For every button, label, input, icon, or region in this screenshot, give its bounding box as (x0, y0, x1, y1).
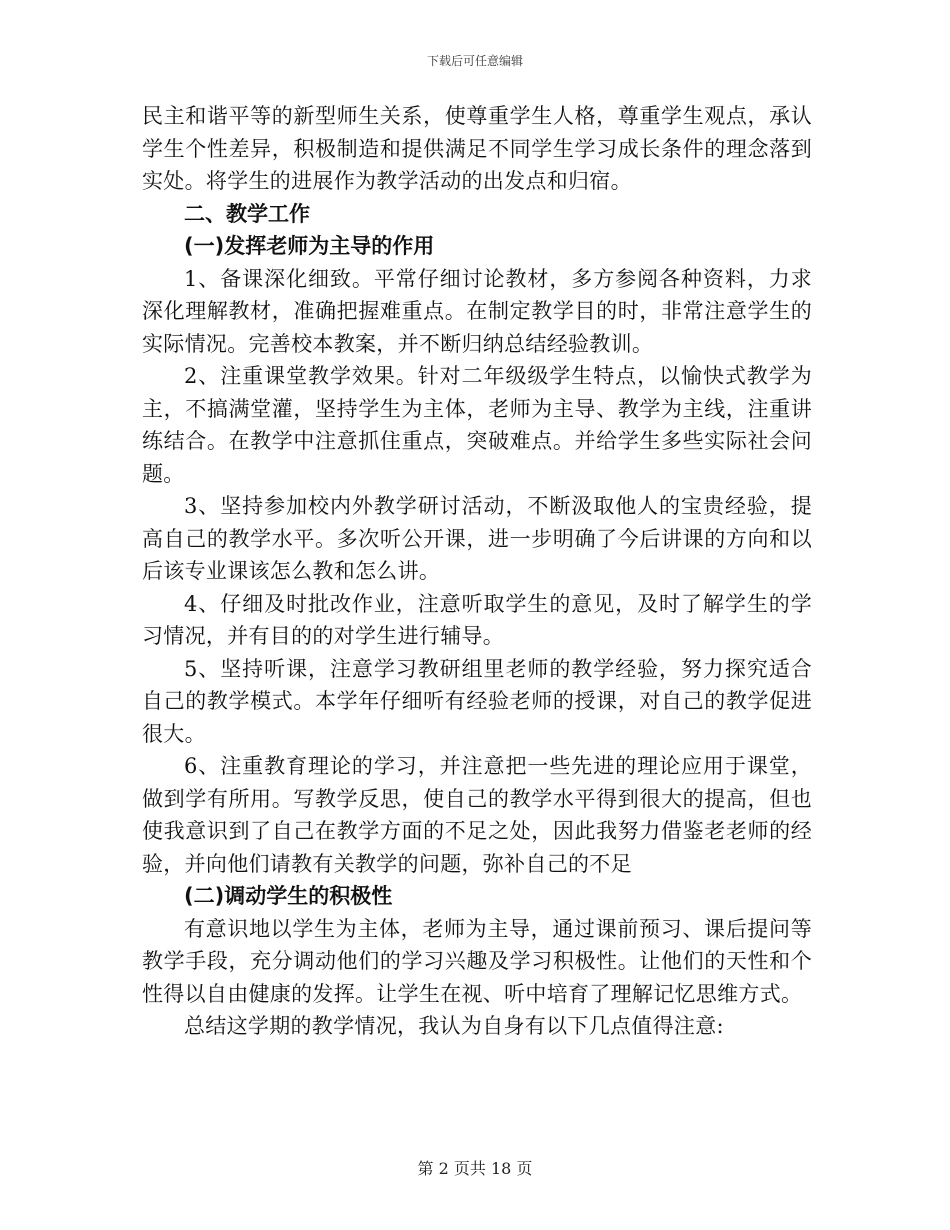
page-number-footer: 第 2 页共 18 页 (417, 1159, 533, 1178)
section-heading-teaching-work: 二、教学工作 (184, 201, 310, 226)
paragraph-item-5: 5、坚持听课，注意学习教研组里老师的教学经验，努力探究适合自己的教学模式。本学年仔细听有经验老师的授课，对自己的教学促进很大。 (142, 656, 812, 746)
paragraph-student-motivation: 有意识地以学生为主体，老师为主导，通过课前预习、课后提问等教学手段，充分调动他们的学习兴趣及学习积极性。让他们的天性和个性得以自由健康的发挥。让学生在视、听中培育了理解记忆思维方式。 (142, 916, 812, 1006)
page-header: 下载后可任意编辑 (426, 54, 523, 68)
subsection-heading-student-motivation: (二)调动学生的积极性 (184, 884, 393, 908)
document-body (142, 100, 812, 1043)
paragraph-item-2: 2、注重课堂教学效果。针对二年级级学生特点，以愉快式教学为主，不搞满堂灌，坚持学生为主体，老师为主导、教学为主线，注重讲练结合。在教学中注意抓住重点，突破难点。并给学生多些实际社会问题。 (142, 364, 812, 486)
paragraph-continuation: 民主和谐平等的新型师生关系，使尊重学生人格，尊重学生观点，承认学生个性差异，积极制造和提供满足不同学生学习成长条件的理念落到实处。将学生的进展作为教学活动的出发点和归宿。 (142, 104, 812, 193)
paragraph-item-4: 4、仔细及时批改作业，注意听取学生的意见，及时了解学生的学习情况，并有目的的对学生进行辅导。 (142, 591, 812, 648)
paragraph-summary-intro: 总结这学期的教学情况，我认为自身有以下几点值得注意: (184, 1014, 724, 1038)
paragraph-item-3: 3、坚持参加校内外教学研讨活动，不断汲取他人的宝贵经验，提高自己的教学水平。多次听公开课，进一步明确了今后讲课的方向和以后该专业课该怎么教和怎么讲。 (142, 494, 812, 583)
subsection-heading-teacher-role: (一)发挥老师为主导的作用 (184, 234, 435, 258)
paragraph-item-6: 6、注重教育理论的学习，并注意把一些先进的理论应用于课堂，做到学有所用。写教学反思，使自己的教学水平得到很大的提高，但也使我意识到了自己在教学方面的不足之处，因此我努力借鉴老老师的经验，并向他们请教有关教学的问题，弥补自己的不足 (142, 754, 812, 876)
paragraph-item-1: 1、备课深化细致。平常仔细讨论教材，多方参阅各种资料，力求深化理解教材，准确把握难重点。在制定教学目的时，非常注意学生的实际情况。完善校本教案，并不断归纳总结经验教训。 (142, 266, 812, 356)
